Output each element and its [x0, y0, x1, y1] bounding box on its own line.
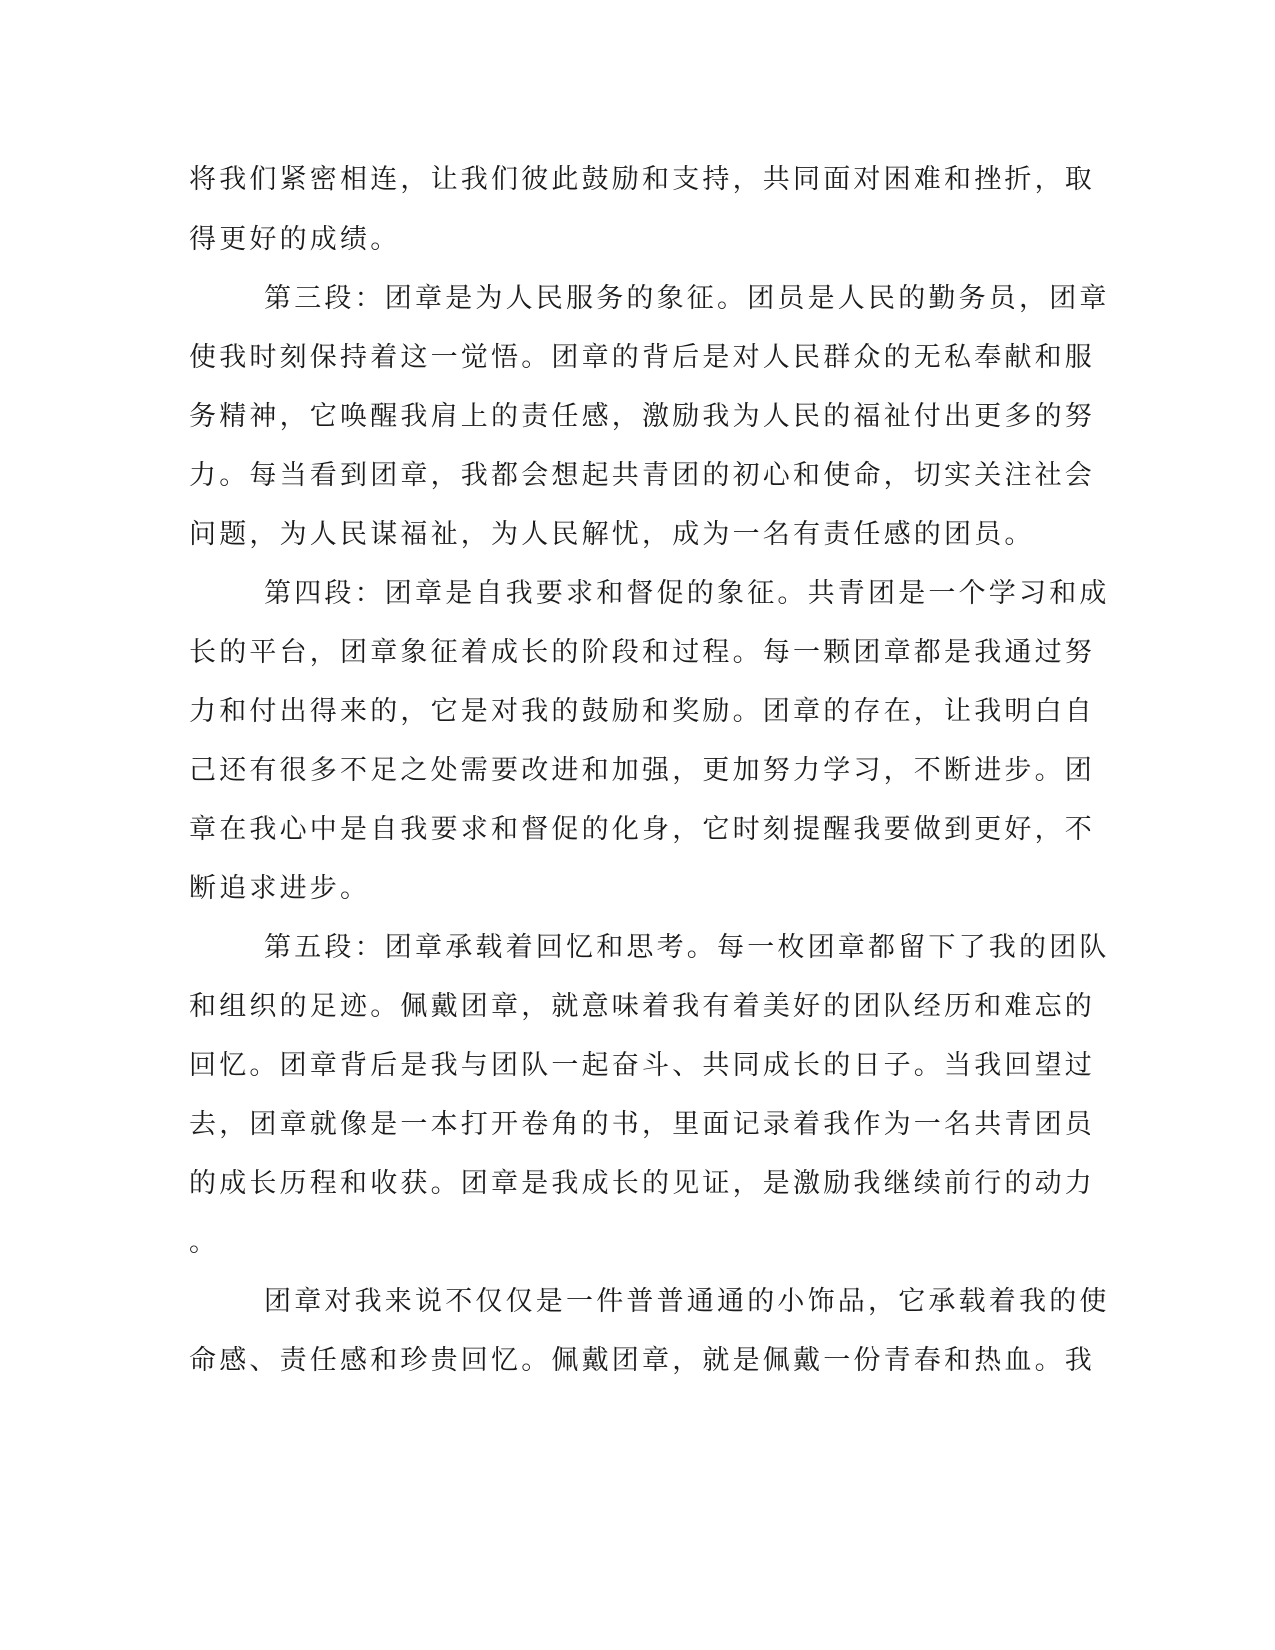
- text-line: 去，团章就像是一本打开卷角的书，里面记录着我作为一名共青团员: [189, 1109, 1095, 1140]
- text-line: 和组织的足迹。佩戴团章，就意味着我有着美好的团队经历和难忘的: [189, 991, 1095, 1022]
- text-line: 力。每当看到团章，我都会想起共青团的初心和使命，切实关注社会: [189, 460, 1095, 491]
- text-line: 使我时刻保持着这一觉悟。团章的背后是对人民群众的无私奉献和服: [189, 342, 1095, 373]
- paragraph-start-line: 第三段：团章是为人民服务的象征。团员是人民的勤务员，团章: [264, 283, 1110, 314]
- text-line: 的成长历程和收获。团章是我成长的见证，是激励我继续前行的动力: [189, 1168, 1095, 1199]
- text-line: 。: [189, 1227, 220, 1258]
- text-line: 务精神，它唤醒我肩上的责任感，激励我为人民的福祉付出更多的努: [189, 401, 1095, 432]
- text-line: 得更好的成绩。: [189, 224, 401, 255]
- paragraph-start-line: 第四段：团章是自我要求和督促的象征。共青团是一个学习和成: [264, 578, 1110, 609]
- paragraph-start-line: 第五段：团章承载着回忆和思考。每一枚团章都留下了我的团队: [264, 932, 1110, 963]
- paragraph-start-line: 团章对我来说不仅仅是一件普普通通的小饰品，它承载着我的使: [264, 1286, 1110, 1317]
- text-line: 回忆。团章背后是我与团队一起奋斗、共同成长的日子。当我回望过: [189, 1050, 1095, 1081]
- text-line: 命感、责任感和珍贵回忆。佩戴团章，就是佩戴一份青春和热血。我: [189, 1345, 1095, 1376]
- text-line: 将我们紧密相连，让我们彼此鼓励和支持，共同面对困难和挫折，取: [189, 164, 1095, 195]
- text-line: 己还有很多不足之处需要改进和加强，更加努力学习，不断进步。团: [189, 755, 1095, 786]
- text-line: 力和付出得来的，它是对我的鼓励和奖励。团章的存在，让我明白自: [189, 696, 1095, 727]
- text-line: 断追求进步。: [189, 873, 371, 904]
- text-line: 长的平台，团章象征着成长的阶段和过程。每一颗团章都是我通过努: [189, 637, 1095, 668]
- text-line: 章在我心中是自我要求和督促的化身，它时刻提醒我要做到更好，不: [189, 814, 1095, 845]
- text-line: 问题，为人民谋福祉，为人民解忧，成为一名有责任感的团员。: [189, 519, 1035, 550]
